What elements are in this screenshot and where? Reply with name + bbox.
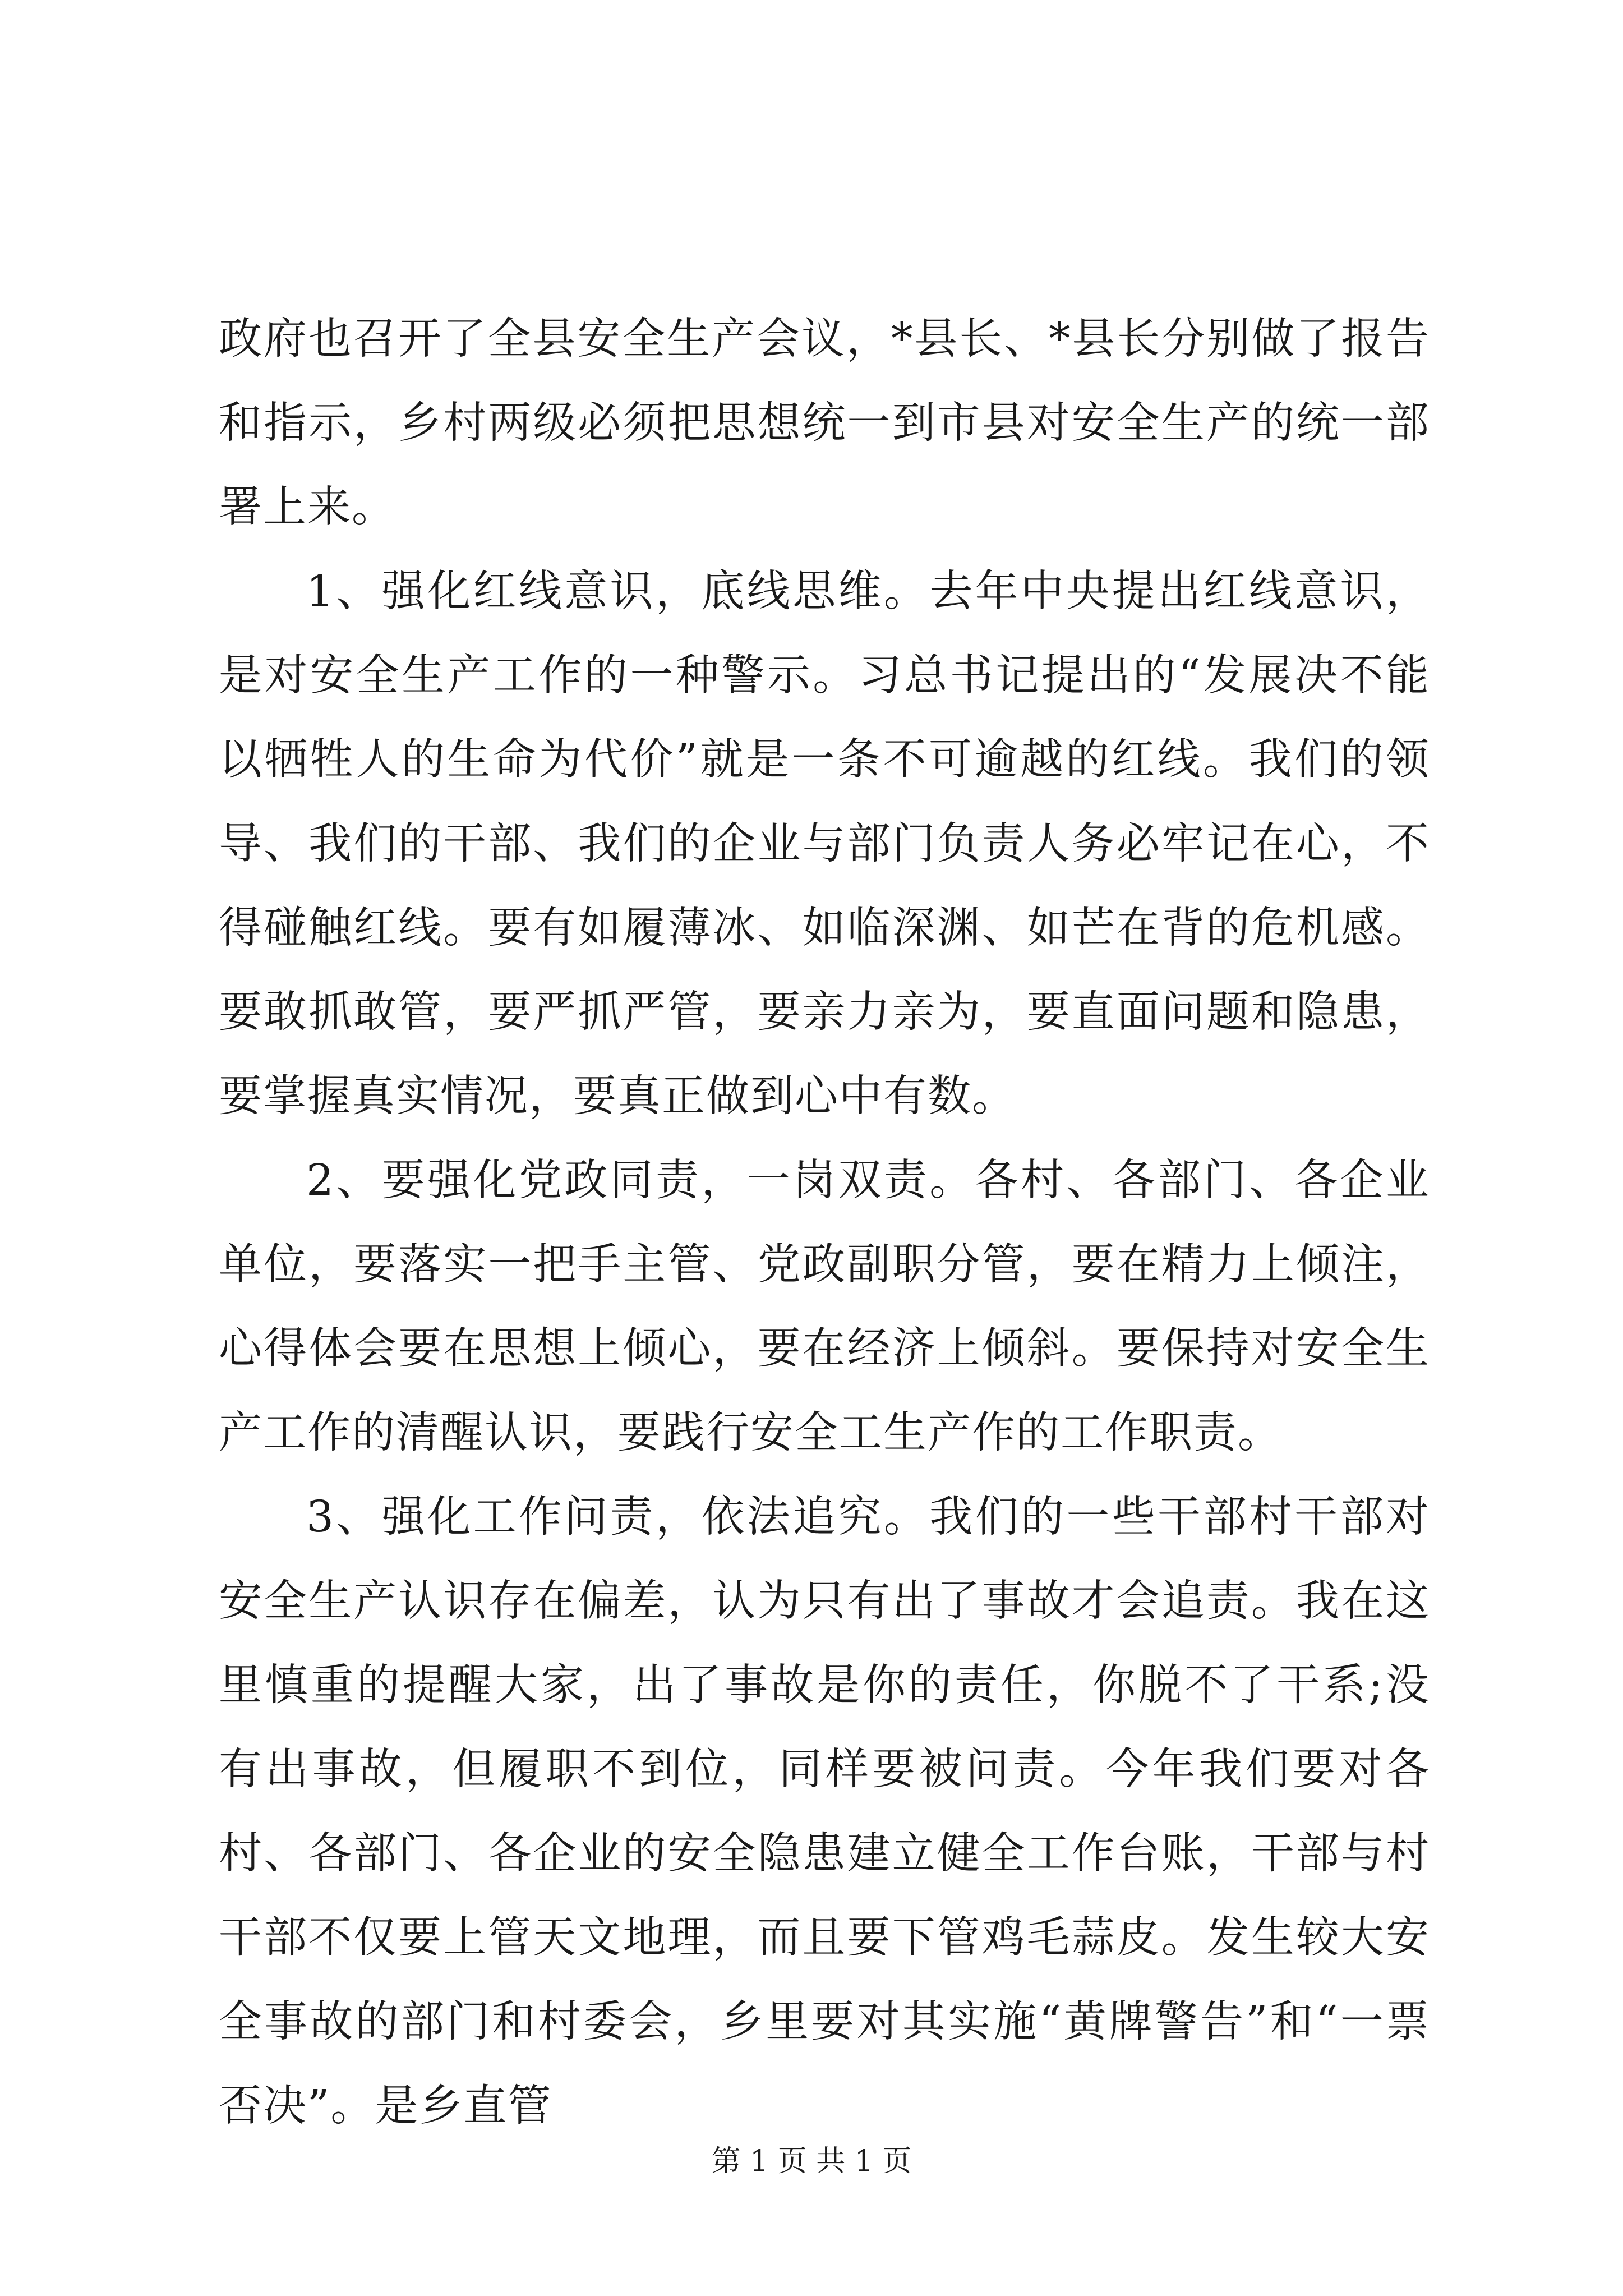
paragraph-item-2: 2、要强化党政同责，一岗双责。各村、各部门、各企业单位，要落实一把手主管、党政副职分管，要在精力上倾注，心得体会要在思想上倾心，要在经济上倾斜。要保持对安全生产工作的清醒认识，要践行安全工生产作的工作职责。 <box>219 1156 1430 1458</box>
paragraph-item-1: 1、强化红线意识，底线思维。去年中央提出红线意识，是对安全生产工作的一种警示。习总书记提出的“发展决不能以牺牲人的生命为代价”就是一条不可逾越的红线。我们的领导、我们的干部、我们的企业与部门负责人务必牢记在心，不得碰触红线。要有如履薄冰、如临深渊、如芒在背的危机感。要敢抓敢管，要严抓严管，要亲力亲为，要直面问题和隐患，要掌握真实情况，要真正做到心中有数。 <box>219 567 1430 1121</box>
paragraph-intro: 政府也召开了全县安全生产会议，*县长、*县长分别做了报告和指示，乡村两级必须把思想统一到市县对安全生产的统一部署上来。 <box>219 314 1430 532</box>
paragraph-item-3: 3、强化工作问责，依法追究。我们的一些干部村干部对安全生产认识存在偏差，认为只有出了事故才会追责。我在这里慎重的提醒大家，出了事故是你的责任，你脱不了干系;没有出事故，但履职不到位，同样要被问责。今年我们要对各村、各部门、各企业的安全隐患建立健全工作台账，干部与村干部不仅要上管天文地理，而且要下管鸡毛蒜皮。发生较大安全事故的部门和村委会，乡里要对其实施“黄牌警告”和“一票否决”。是乡直管 <box>219 1492 1430 2131</box>
document-body <box>219 297 1430 2148</box>
page-footer: 第 1 页 共 1 页 <box>711 2145 912 2178</box>
